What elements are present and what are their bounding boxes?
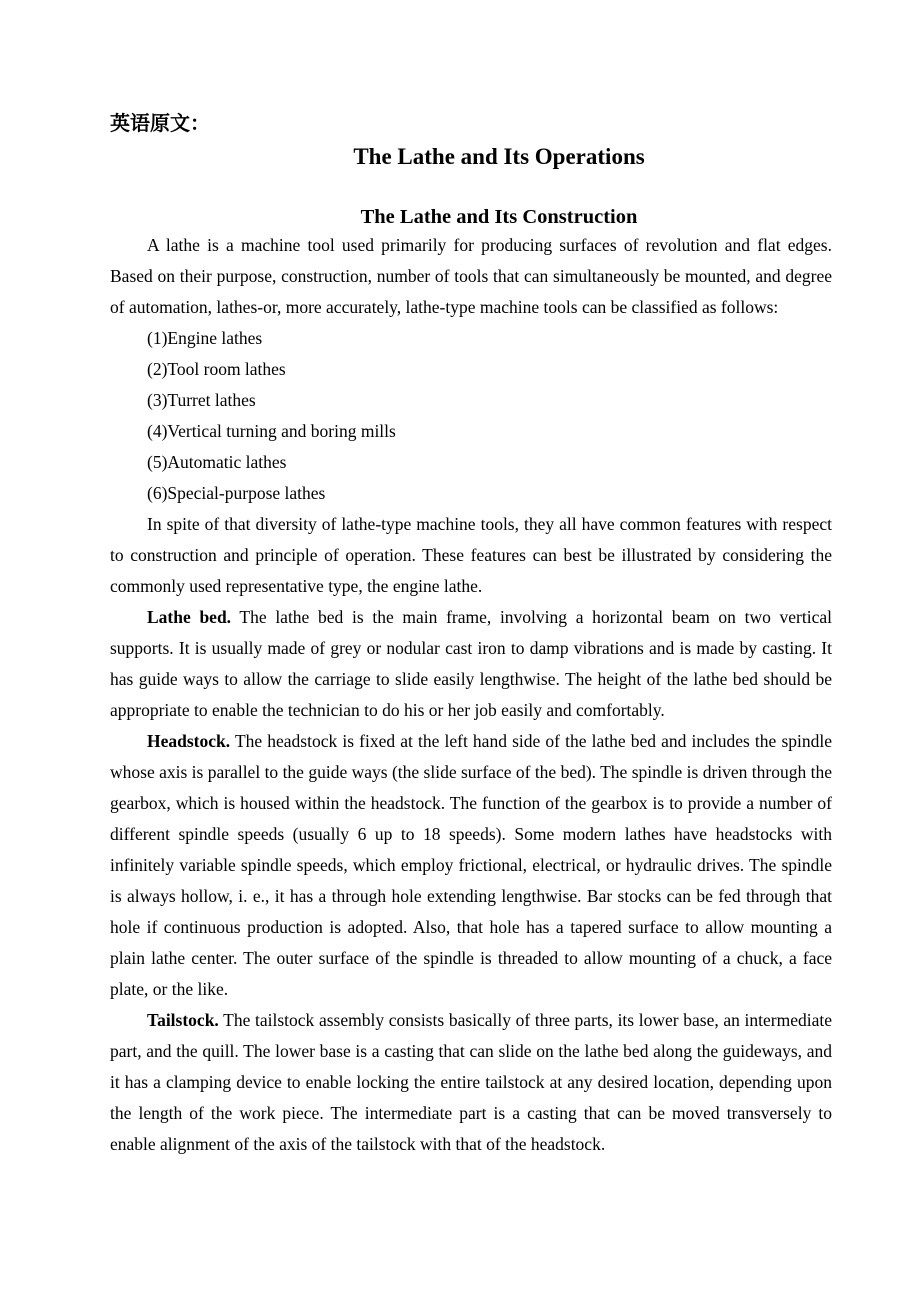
list-item: (3)Turret lathes xyxy=(147,390,256,410)
list-item: (6)Special-purpose lathes xyxy=(147,483,326,503)
document-title: The Lathe and Its Operations xyxy=(353,144,645,169)
tailstock-text: The tailstock assembly consists basically of three parts, its lower base, an intermediate part, and the quill. The lower base is a casting that can slide on the lathe bed along the guideways, and it has a clamping device to enable locking the entire tailstock at any desired location, depending upon the length of the work piece. The intermediate part is a casting that can be moved transversely to enable alignment of the axis of the tailstock with that of the headstock. xyxy=(110,1010,832,1154)
lathe-bed-text: The lathe bed is the main frame, involving a horizontal beam on two vertical supports. It is usually made of grey or nodular cast iron to damp vibrations and is made by casting. It has guide ways to allow the carriage to slide easily lengthwise. The height of the lathe bed should be appropriate to enable the technician to do his or her job easily and comfortably. xyxy=(110,607,832,720)
list-item: (5)Automatic lathes xyxy=(147,452,287,472)
tailstock-paragraph xyxy=(110,1005,832,1160)
headstock-paragraph xyxy=(110,726,832,1005)
intro-paragraph: A lathe is a machine tool used primarily for producing surfaces of revolution and flat edges. Based on their purpose, construction, number of tools that can simultaneously be mounted, and degree of automation, lathes-or, more accurately, lathe-type machine tools can be classified as follows: xyxy=(110,235,832,317)
headstock-heading: Headstock. xyxy=(147,731,231,751)
headstock-text: The headstock is fixed at the left hand side of the lathe bed and includes the spindle whose axis is parallel to the guide ways (the slide surface of the bed). The spindle is driven through the gearbox, which is housed within the headstock. The function of the gearbox is to provide a number of different spindle speeds (usually 6 up to 18 speeds). Some modern lathes have headstocks with infinitely variable spindle speeds, which employ frictional, electrical, or hydraulic drives. The spindle is always hollow, i. e., it has a through hole extending lengthwise. Bar stocks can be fed through that hole if continuous production is adopted. Also, that hole has a tapered surface to allow mounting a plain lathe center. The outer surface of the spindle is threaded to allow mounting of a chuck, a face plate, or the like. xyxy=(110,731,832,999)
section-title: The Lathe and Its Construction xyxy=(360,206,638,228)
document-body xyxy=(110,110,832,1160)
common-features-paragraph: In spite of that diversity of lathe-type machine tools, they all have common features with respect to construction and principle of operation. These features can best be illustrated by considering the commonly used representative type, the engine lathe. xyxy=(110,514,832,596)
list-item: (1)Engine lathes xyxy=(147,328,263,348)
tailstock-heading: Tailstock. xyxy=(147,1010,219,1030)
lathe-bed-paragraph xyxy=(110,602,832,726)
body-text xyxy=(110,230,832,1160)
list-item: (2)Tool room lathes xyxy=(147,359,286,379)
list-item: (4)Vertical turning and boring mills xyxy=(147,421,396,441)
lathe-bed-heading: Lathe bed. xyxy=(147,607,232,627)
source-text-label: 英语原文： xyxy=(110,111,210,135)
